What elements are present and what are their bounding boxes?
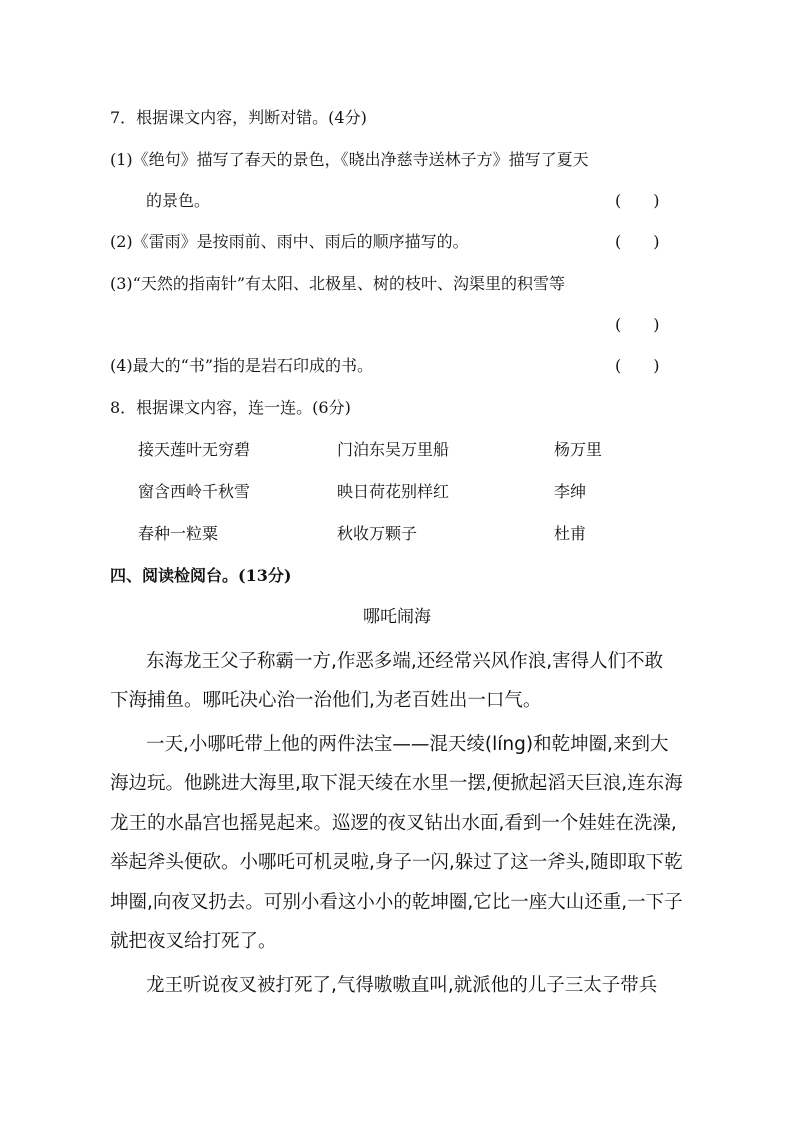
q7-item-2-answer-blank[interactable]: ( ) xyxy=(615,232,660,251)
passage-line-6: 举起斧头便砍。小哪吒可机灵啦,身子一闪,躲过了这一斧头,随即取下乾 xyxy=(110,852,683,873)
q8-title: 8．根据课文内容，连一连。(6分) xyxy=(110,398,351,417)
q7-item-1-line1: (1)《绝句》描写了春天的景色，《晓出净慈寺送林子方》描写了夏天 xyxy=(110,150,589,169)
q7-item-3-line1: (3)“天然的指南针”有太阳、北极星、树的枝叶、沟渠里的积雪等 xyxy=(110,274,566,293)
section4-heading: 四、阅读检阅台。(13分) xyxy=(110,566,292,585)
q8-col2-item-3[interactable]: 秋收万颗子 xyxy=(337,524,418,543)
q7-item-1-answer-blank[interactable]: ( ) xyxy=(615,191,660,210)
passage-line-7: 坤圈,向夜叉扔去。可别小看这小小的乾坤圈,它比一座大山还重,一下子 xyxy=(110,892,683,913)
passage-line-1: 东海龙王父子称霸一方,作恶多端,还经常兴风作浪,害得人们不敢 xyxy=(146,651,664,672)
q8-col3-item-2[interactable]: 李绅 xyxy=(554,482,587,501)
passage-line-8: 就把夜叉给打死了。 xyxy=(110,931,277,952)
passage-line-4: 海边玩。他跳进大海里,取下混天绫在水里一摆,便掀起滔天巨浪,连东海 xyxy=(110,773,683,794)
q8-col1-item-3[interactable]: 春种一粒粟 xyxy=(138,524,219,543)
q8-col1-item-1[interactable]: 接天莲叶无穷碧 xyxy=(138,440,251,459)
q7-item-2: (2)《雷雨》是按雨前、雨中、雨后的顺序描写的。 xyxy=(110,232,469,251)
passage-line-3: 一天,小哪吒带上他的两件法宝——混天绫(líng)和乾坤圈,来到大 xyxy=(146,734,669,755)
q7-item-3-answer-blank[interactable]: ( ) xyxy=(615,315,660,334)
q8-col2-item-1[interactable]: 门泊东吴万里船 xyxy=(337,440,450,459)
q7-title: 7．根据课文内容，判断对错。(4分) xyxy=(110,108,367,127)
passage-title: 哪吒闹海 xyxy=(363,607,431,627)
q7-item-1-line2: 的景色。 xyxy=(146,191,211,210)
passage-line-5: 龙王的水晶宫也摇晃起来。巡逻的夜叉钻出水面,看到一个娃娃在洗澡, xyxy=(110,813,677,834)
q8-col1-item-2[interactable]: 窗含西岭千秋雪 xyxy=(138,482,251,501)
q7-item-4: (4)最大的“书”指的是岩石印成的书。 xyxy=(110,356,374,375)
q8-col3-item-3[interactable]: 杜甫 xyxy=(554,524,587,543)
q8-col3-item-1[interactable]: 杨万里 xyxy=(554,440,603,459)
passage-line-2: 下海捕鱼。哪吒决心治一治他们,为老百姓出一口气。 xyxy=(110,690,542,711)
passage-line-9: 龙王听说夜叉被打死了,气得嗷嗷直叫,就派他的儿子三太子带兵 xyxy=(146,975,658,996)
q7-item-4-answer-blank[interactable]: ( ) xyxy=(615,356,660,375)
q8-col2-item-2[interactable]: 映日荷花别样红 xyxy=(337,482,450,501)
